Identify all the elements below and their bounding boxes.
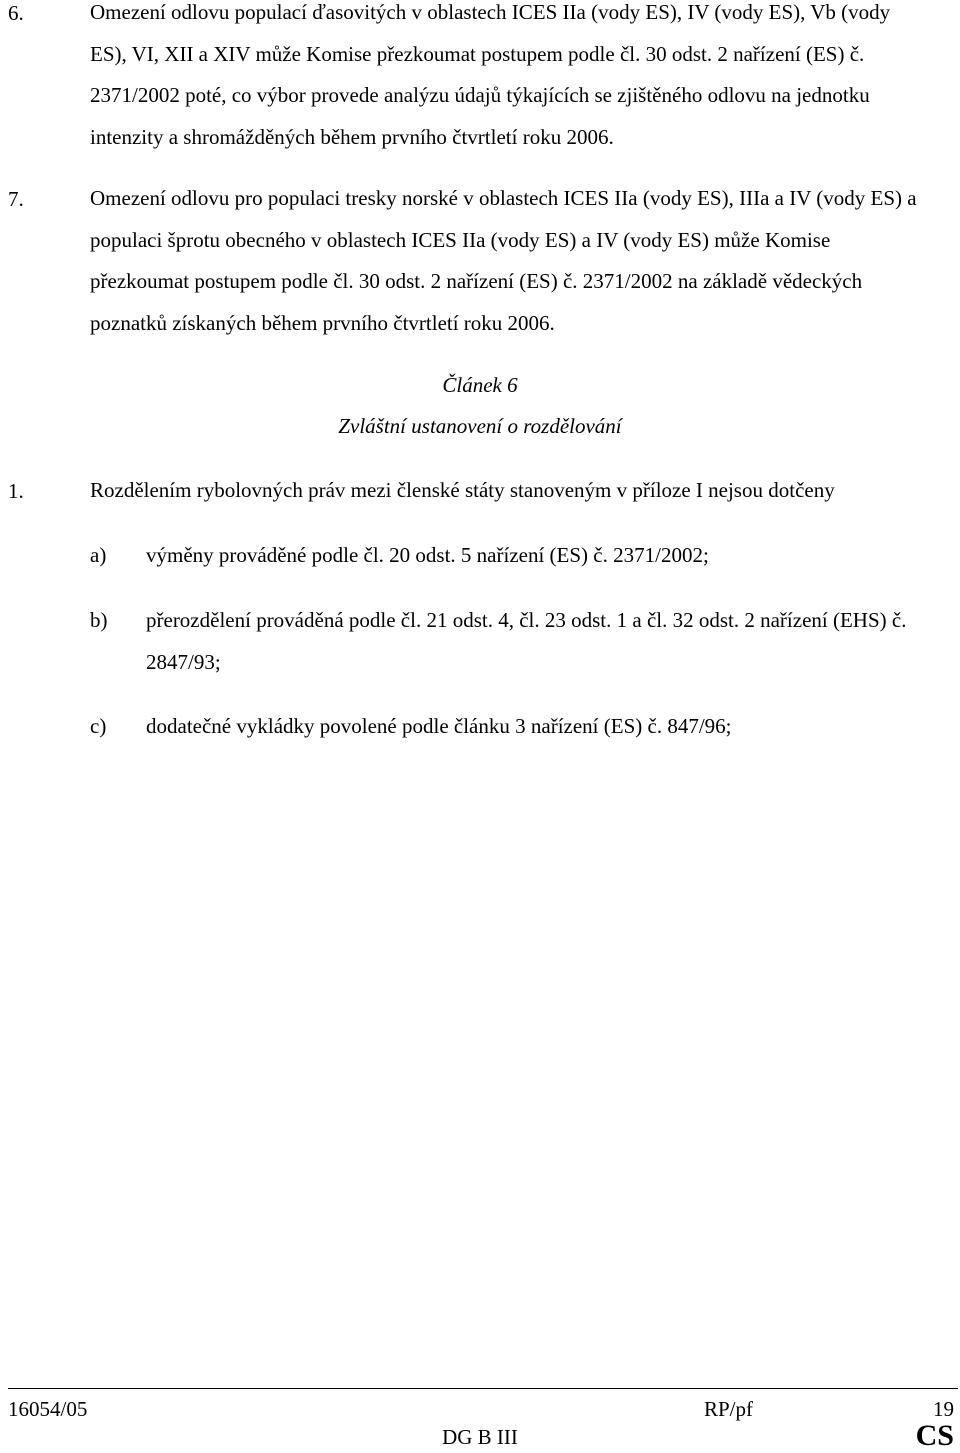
paragraph-text: Omezení odlovu populací ďasovitých v oblastech ICES IIa (vody ES), IV (vody ES), Vb (vody ES), VI, XII a XIV může Komise přezkoumat postupem podle čl. 30 odst. 2 nařízení (ES) č. 2371/2002 poté, co výbor provede analýzu údajů týkajících se zjištěného odlovu na jednotku intenzity a shromážděných během prvního čtvrtletí roku 2006.	[90, 0, 891, 149]
list-item-c	[0, 705, 960, 747]
paragraph-number: 7.	[8, 187, 24, 211]
paragraph-7	[0, 178, 960, 348]
paragraph-number: 6.	[8, 1, 24, 25]
article-subheading: Zvláštní ustanovení o rozdělování	[338, 414, 622, 438]
paragraph-text: Omezení odlovu pro populaci tresky norské v oblastech ICES IIa (vody ES), IIIa a IV (vody ES) a populaci šprotu obecného v oblastech ICES IIa (vody ES) a IV (vody ES) může Komise přezkoumat postupem podle čl. 30 odst. 2 nařízení (ES) č. 2371/2002 na základě vědeckých poznatků získaných během prvního čtvrtletí roku 2006.	[90, 186, 917, 335]
footer-page-number: 19	[933, 1397, 954, 1421]
article-heading: Článek 6	[442, 373, 518, 397]
article-paragraph-1	[0, 470, 960, 512]
list-item-letter: a)	[90, 543, 107, 567]
paragraph-6	[0, 0, 960, 162]
paragraph-number: 1.	[8, 479, 24, 503]
paragraph-text: Rozdělením rybolovných práv mezi členské státy stanoveným v příloze I nejsou dotčeny	[90, 478, 835, 502]
list-item-text: přerozdělení prováděná podle čl. 21 odst. 4, čl. 23 odst. 1 a čl. 32 odst. 2 nařízení (EHS) č. 2847/93;	[146, 608, 907, 674]
list-item-b	[0, 599, 960, 683]
list-item-text: výměny prováděné podle čl. 20 odst. 5 nařízení (ES) č. 2371/2002;	[146, 543, 709, 567]
footer-document-number: 16054/05	[8, 1397, 88, 1421]
list-item-letter: b)	[90, 608, 108, 632]
list-item-letter: c)	[90, 714, 107, 738]
list-item-a	[0, 534, 960, 576]
footer-initials: RP/pf	[704, 1397, 754, 1421]
footer-directorate: DG B III	[442, 1425, 518, 1449]
footer-divider	[8, 1388, 958, 1389]
list-item-text: dodatečné vykládky povolené podle článku 3 nařízení (ES) č. 847/96;	[146, 714, 732, 738]
footer-language-code: CS	[915, 1419, 954, 1452]
